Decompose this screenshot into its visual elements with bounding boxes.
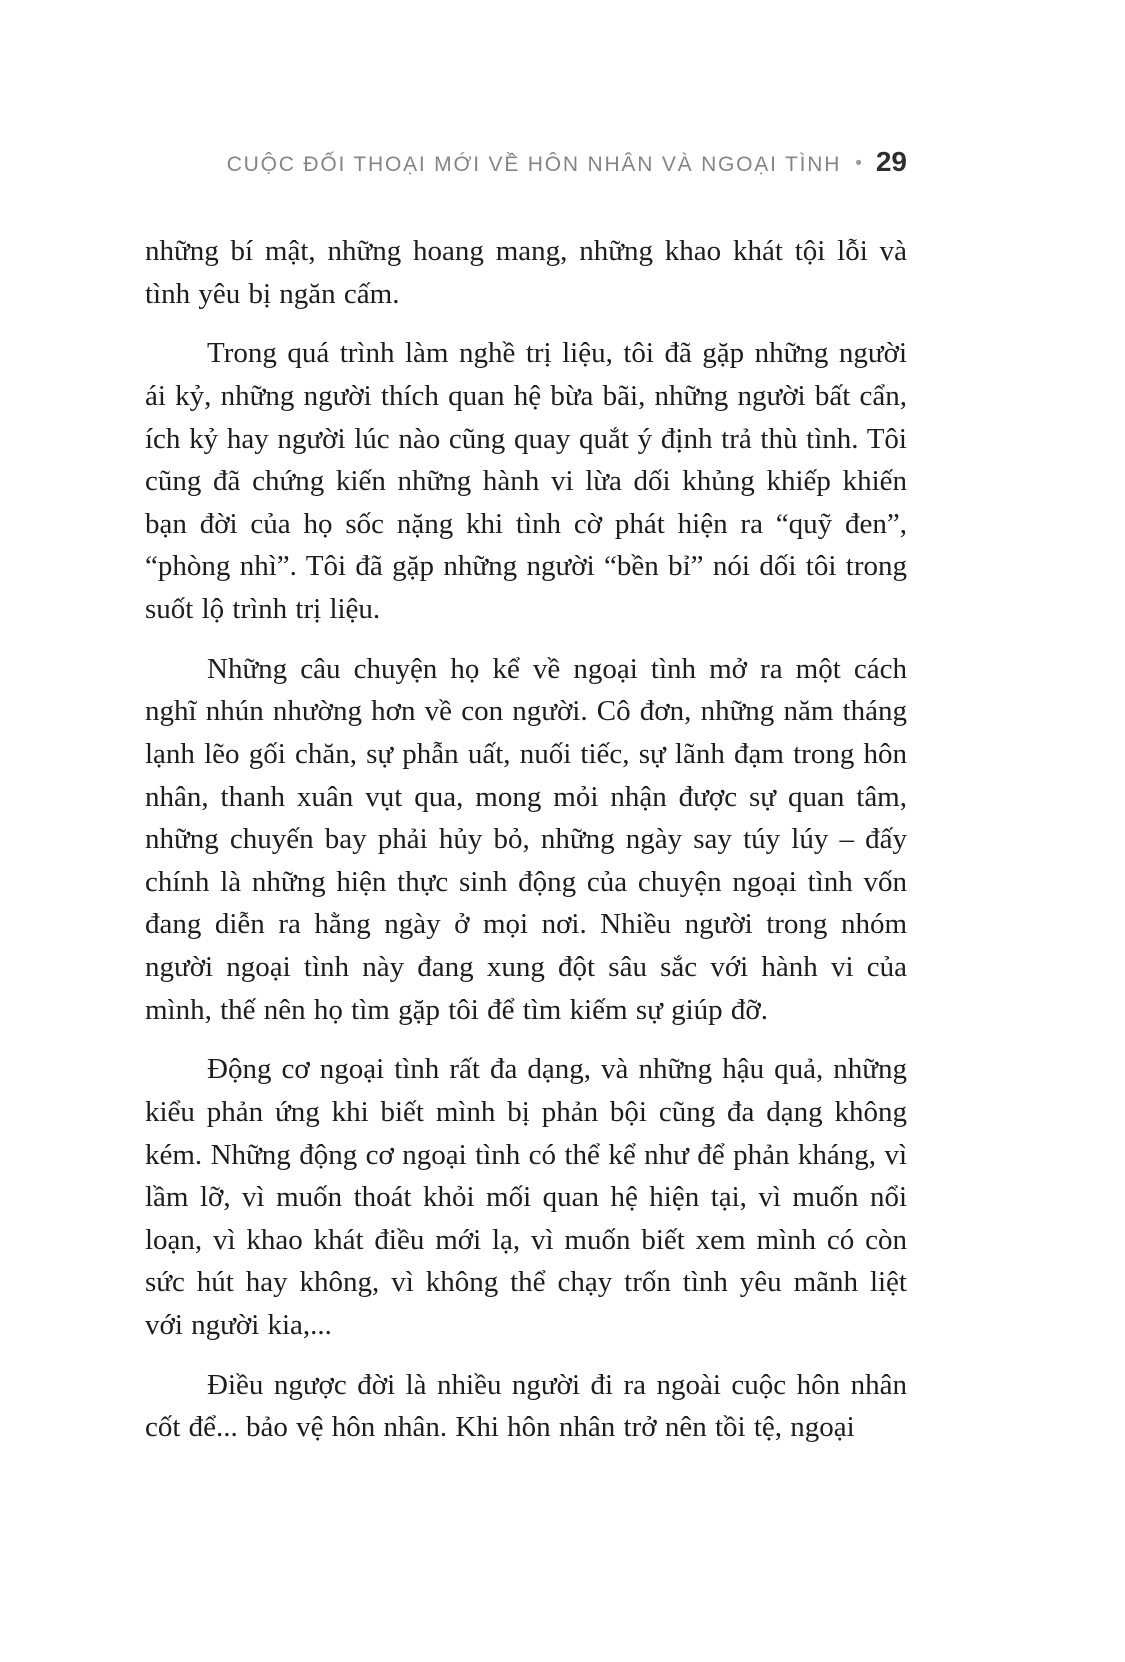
paragraph-continuation: những bí mật, những hoang mang, những khao khát tội lỗi và tình yêu bị ngăn cấm. [145, 235, 907, 310]
paragraph: Động cơ ngoại tình rất đa dạng, và những hậu quả, những kiểu phản ứng khi biết mình bị phản bội cũng đa dạng không kém. Những động cơ ngoại tình có thể kể như để phản kháng, vì lầm lỡ, vì muốn thoát khỏi mối quan hệ hiện tại, vì muốn nổi loạn, vì khao khát điều mới lạ, vì muốn biết xem mình có còn sức hút hay không, vì không thể chạy trốn tình yêu mãnh liệt với người kia,... [145, 1053, 907, 1341]
paragraph: Điều ngược đời là nhiều người đi ra ngoài cuộc hôn nhân cốt để... bảo vệ hôn nhân. Khi hôn nhân trở nên tồi tệ, ngoại [145, 1368, 907, 1444]
body-text [145, 230, 907, 1449]
page-number: 29 [875, 146, 907, 177]
running-title: CUỘC ĐỐI THOẠI MỚI VỀ HÔN NHÂN VÀ NGOẠI TÌNH [226, 153, 842, 176]
running-header [145, 146, 907, 178]
paragraph: Những câu chuyện họ kể về ngoại tình mở ra một cách nghĩ nhún nhường hơn về con người. Cô đơn, những năm tháng lạnh lẽo gối chăn, sự phẫn uất, nuối tiếc, sự lãnh đạm trong hôn nhân, thanh xuân vụt qua, mong mỏi nhận được sự quan tâm, những chuyến bay phải hủy bỏ, những ngày say túy lúy – đấy chính là những hiện thực sinh động của chuyện ngoại tình vốn đang diễn ra hằng ngày ở mọi nơi. Nhiều người trong nhóm người ngoại tình này đang xung đột sâu sắc với hành vi của mình, thế nên họ tìm gặp tôi để tìm kiếm sự giúp đỡ. [145, 652, 907, 1026]
paragraph: Trong quá trình làm nghề trị liệu, tôi đã gặp những người ái kỷ, những người thích quan hệ bừa bãi, những người bất cẩn, ích kỷ hay người lúc nào cũng quay quắt ý định trả thù tình. Tôi cũng đã chứng kiến những hành vi lừa dối khủng khiếp khiến bạn đời của họ sốc nặng khi tình cờ phát hiện ra “quỹ đen”, “phòng nhì”. Tôi đã gặp những người “bền bỉ” nói dối tôi trong suốt lộ trình trị liệu. [145, 337, 907, 625]
header-separator-dot: • [855, 153, 862, 174]
